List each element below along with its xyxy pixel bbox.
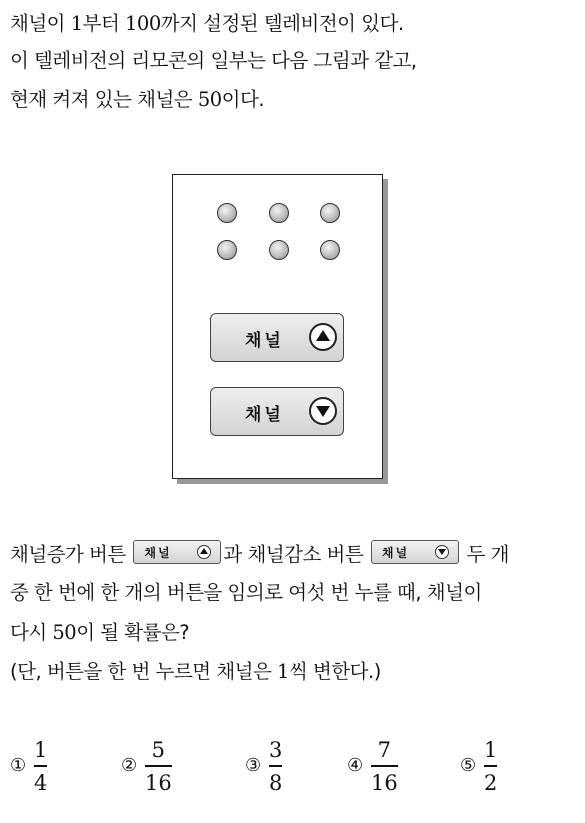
number-key-icon: [269, 203, 289, 223]
question-text: 두 개: [460, 543, 509, 566]
question-text: (단, 버튼을 한 번 누르면 채널은: [10, 660, 278, 683]
inline-channel-up-button: [133, 540, 221, 564]
intro-text: 부터: [82, 12, 126, 35]
intro-text: 현재 켜져 있는 채널은: [10, 88, 198, 111]
channel-up-button[interactable]: [210, 313, 344, 362]
inline-down-label: 채널: [381, 546, 410, 560]
inline-up-label: 채널: [144, 546, 172, 560]
up-triangle-icon: [197, 545, 211, 559]
number-50: 50: [197, 88, 222, 111]
intro-line-2: 이 텔레비전의 리모콘의 일부는 다음 그림과 같고,: [10, 49, 417, 72]
intro-text: 채널이: [10, 12, 71, 35]
number-key-icon: [320, 240, 340, 260]
choice-marker: ④: [347, 755, 364, 776]
down-triangle-icon: [435, 545, 449, 559]
number-key-icon: [217, 203, 237, 223]
denominator: 16: [371, 770, 398, 795]
inline-channel-down-button: [371, 540, 459, 564]
question-text: 과 채널감소 버튼: [223, 543, 369, 566]
question-line-1: [10, 539, 509, 567]
intro-text: 이다.: [221, 88, 265, 111]
denominator: 4: [34, 770, 48, 795]
question-text: 채널증가 버튼: [10, 543, 132, 566]
question-text: 씩 변한다.): [288, 660, 381, 683]
fraction: [269, 736, 282, 797]
channel-down-button[interactable]: [210, 387, 344, 436]
choice-marker: ①: [10, 755, 27, 776]
number-key-icon: [320, 203, 340, 223]
choice-marker: ③: [245, 755, 262, 776]
remote-control: [172, 174, 383, 479]
number-1: 1: [277, 660, 289, 683]
numerator: 5: [151, 738, 166, 762]
choice-marker: ②: [121, 755, 138, 776]
fraction: [484, 736, 497, 797]
numerator: 7: [377, 738, 392, 762]
intro-line-1: [10, 8, 404, 36]
channel-down-label: 채널: [245, 405, 284, 425]
question-text: 이 될 확률은?: [76, 621, 190, 644]
number-100: 100: [125, 12, 161, 35]
question-line-4: [10, 656, 381, 684]
number-key-icon: [269, 240, 289, 260]
fraction: [34, 736, 47, 797]
denominator: 2: [484, 770, 498, 795]
fraction: [145, 736, 172, 797]
choice-marker: ⑤: [460, 755, 477, 776]
intro-line-3: [10, 84, 264, 112]
question-text: 다시: [10, 621, 53, 644]
number-1: 1: [70, 12, 83, 35]
number-50: 50: [52, 621, 77, 644]
question-line-2: 중 한 번에 한 개의 버튼을 임의로 여섯 번 누를 때, 채널이: [10, 581, 482, 604]
numerator: 1: [34, 738, 48, 762]
question-line-3: [10, 617, 189, 645]
denominator: 8: [269, 770, 283, 795]
numerator: 1: [484, 738, 498, 762]
intro-text: 까지 설정된 텔레비전이 있다.: [160, 12, 404, 35]
number-key-icon: [217, 240, 237, 260]
fraction: [371, 736, 398, 797]
denominator: 16: [145, 770, 172, 795]
numerator: 3: [269, 738, 283, 762]
channel-up-label: 채널: [245, 331, 284, 351]
up-triangle-icon: [309, 323, 337, 351]
down-triangle-icon: [309, 397, 337, 425]
